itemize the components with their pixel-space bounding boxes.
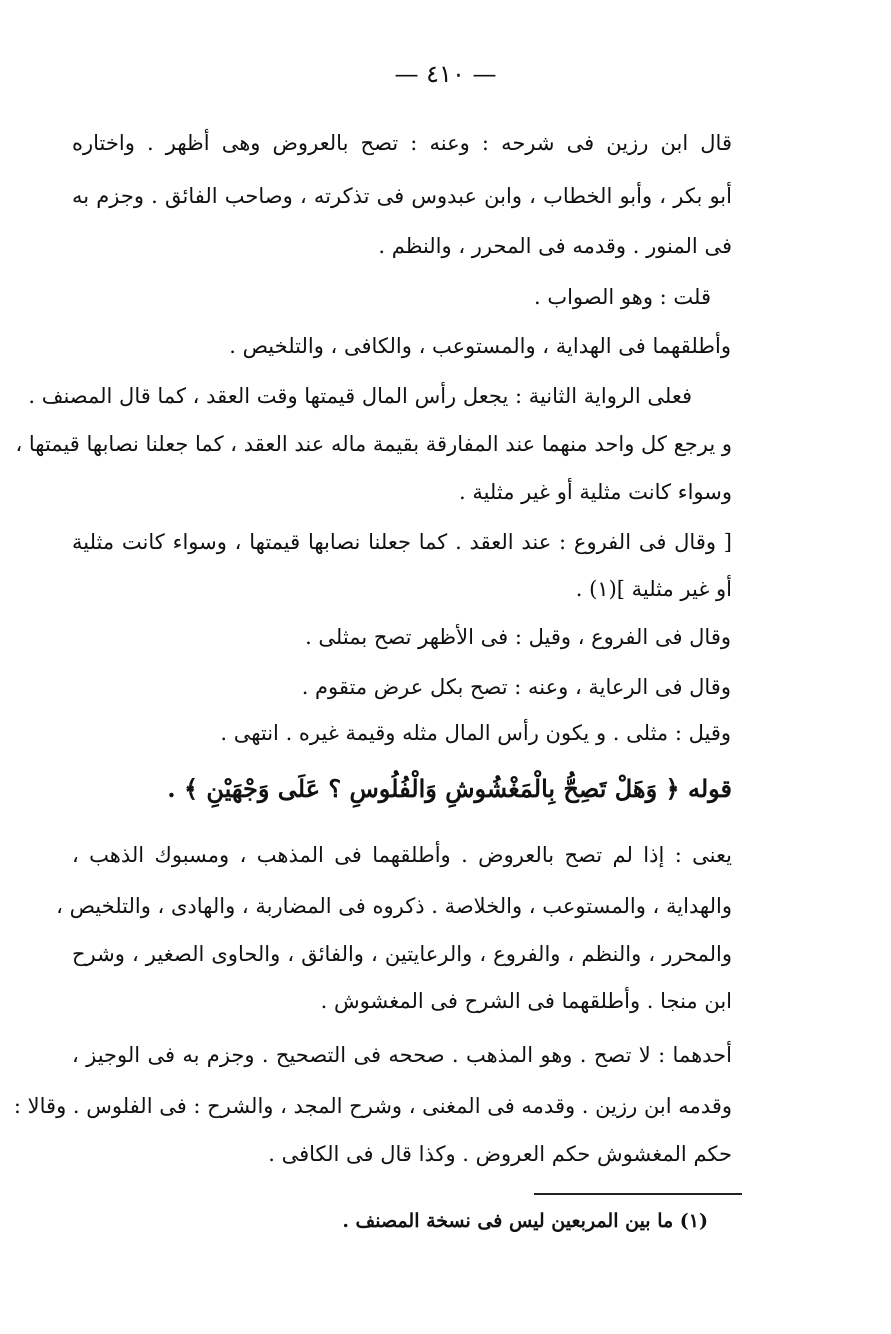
footnote: (١) ما بين المربعين ليس فى نسخة المصنف .	[342, 1210, 708, 1232]
text-line: و يرجع كل واحد منهما عند المفارقة بقيمة ماله عند العقد ، كما جعلنا نصابها قيمتها ،	[15, 432, 732, 456]
text-line: [ وقال فى الفروع : عند العقد . كما جعلنا نصابها قيمتها ، وسواء كانت مثلية	[72, 530, 732, 554]
section-heading: قوله ﴿ وَهَلْ تَصِحُّ بِالْمَغْشُوشِ وَالْفُلُوسِ ؟ عَلَى وَجْهَيْنِ ﴾ .	[167, 774, 732, 803]
text-line: وأطلقهما فى الهداية ، والمستوعب ، والكافى ، والتلخيص .	[229, 334, 731, 358]
page-number: — ٤١٠ —	[394, 60, 497, 88]
text-line: أبو بكر ، وأبو الخطاب ، وابن عبدوس فى تذكرته ، وصاحب الفائق . وجزم به	[72, 184, 732, 208]
text-line: حكم المغشوش حكم العروض . وكذا قال فى الكافى .	[268, 1142, 732, 1166]
text-line: والهداية ، والمستوعب ، والخلاصة . ذكروه فى المضاربة ، والهادى ، والتلخيص ،	[56, 894, 732, 918]
text-line: فى المنور . وقدمه فى المحرر ، والنظم .	[378, 234, 732, 258]
text-line: أحدهما : لا تصح . وهو المذهب . صححه فى التصحيح . وجزم به فى الوجيز ،	[72, 1043, 732, 1067]
text-line: والمحرر ، والنظم ، والفروع ، والرعايتين ، والفائق ، والحاوى الصغير ، وشرح	[72, 942, 732, 966]
text-line: وقدمه ابن رزين . وقدمه فى المغنى ، وشرح المجد ، والشرح : فى الفلوس . وقالا :	[13, 1094, 732, 1118]
text-line: قال ابن رزين فى شرحه : وعنه : تصح بالعروض وهى أظهر . واختاره	[72, 131, 732, 155]
text-line: يعنى : إذا لم تصح بالعروض . وأطلقهما فى المذهب ، ومسبوك الذهب ،	[72, 843, 732, 867]
text-line: وقيل : مثلى . و يكون رأس المال مثله وقيمة غيره . انتهى .	[220, 721, 731, 745]
footnote-divider	[534, 1193, 742, 1195]
text-line: وسواء كانت مثلية أو غير مثلية .	[458, 480, 732, 504]
text-line: أو غير مثلية ](١) .	[575, 577, 732, 601]
text-line: وقال فى الفروع ، وقيل : فى الأظهر تصح بمثلى .	[305, 625, 731, 649]
text-line: قلت : وهو الصواب .	[533, 285, 711, 309]
text-line: فعلى الرواية الثانية : يجعل رأس المال قيمتها وقت العقد ، كما قال المصنف .	[28, 384, 692, 408]
text-line: وقال فى الرعاية ، وعنه : تصح بكل عرض متقوم .	[301, 675, 731, 699]
text-line: ابن منجا . وأطلقهما فى الشرح فى المغشوش .	[320, 989, 732, 1013]
